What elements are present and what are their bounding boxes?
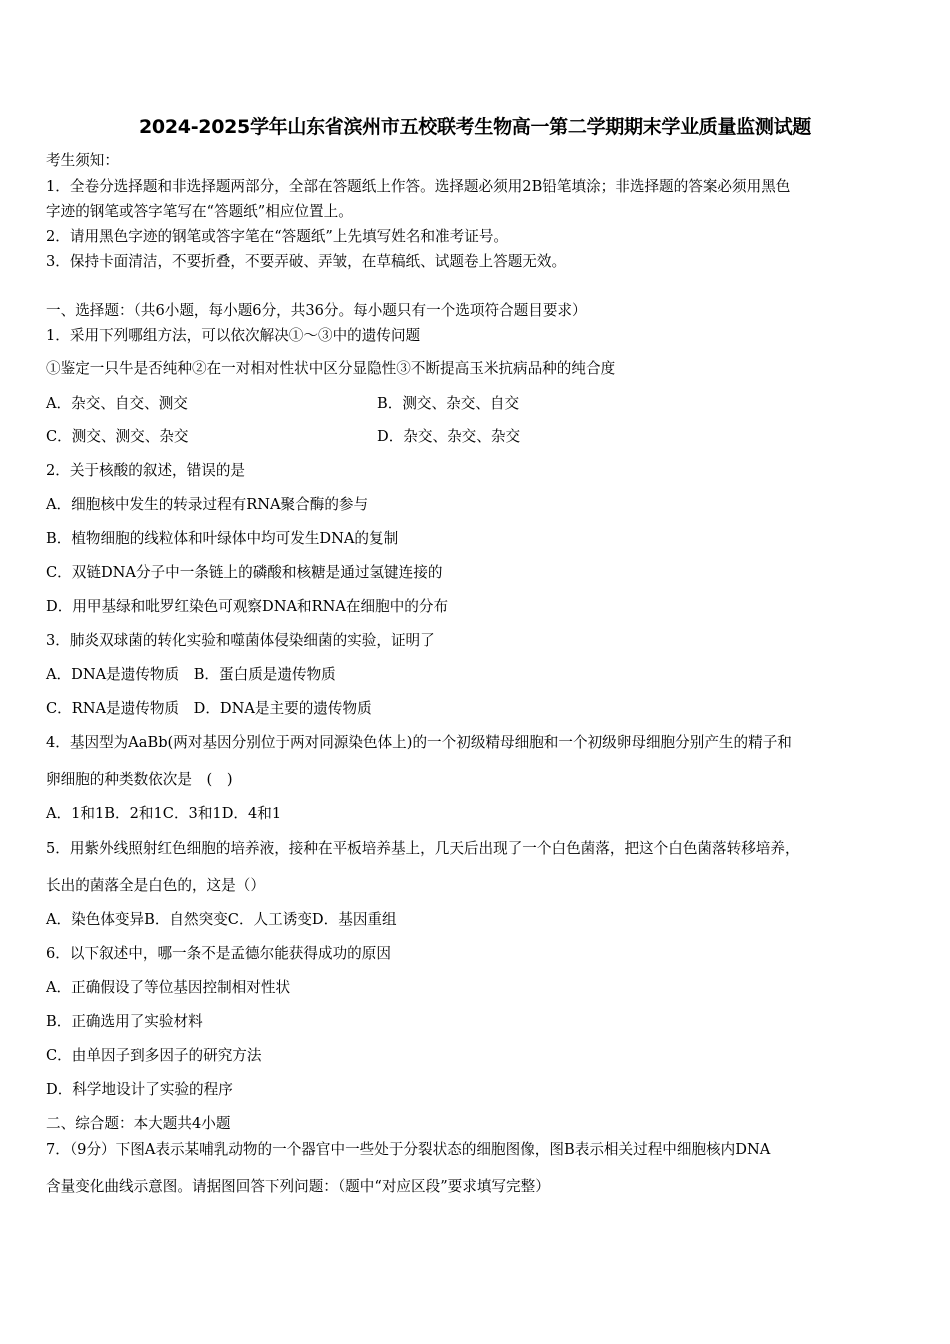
question-4-stem-cont: 卵细胞的种类数依次是 ( ) [46,771,233,788]
question-7-stem-cont: 含量变化曲线示意图。请据图回答下列问题：（题中“对应区段”要求填写完整） [46,1178,550,1195]
notice-header: 考生须知： [46,152,119,169]
question-1-subitems: ①鉴定一只牛是否纯种②在一对相对性状中区分显隐性③不断提高玉米抗病品种的纯合度 [46,360,616,377]
question-1-stem: 1．采用下列哪组方法，可以依次解决①～③中的遗传问题 [46,327,421,344]
question-4-stem: 4．基因型为AaBb(两对基因分别位于两对同源染色体上)的一个初级精母细胞和一个初级卵母细胞分别产生的精子和 [46,734,792,751]
question-3-options-cd: C．RNA是遗传物质 D．DNA是主要的遗传物质 [46,700,372,717]
notice-item: 3．保持卡面清洁，不要折叠，不要弄破、弄皱，在草稿纸、试题卷上答题无效。 [46,253,567,270]
question-1-option-d: D．杂交、杂交、杂交 [377,428,521,445]
question-5-stem: 5．用紫外线照射红色细胞的培养液，接种在平板培养基上，几天后出现了一个白色菌落，把这个白色菌落转移培养， [46,840,800,857]
question-2-option-a: A．细胞核中发生的转录过程有RNA聚合酶的参与 [46,496,369,513]
section-1-header: 一、选择题：（共6小题，每小题6分，共36分。每小题只有一个选项符合题目要求） [46,302,587,319]
notice-item: 字迹的钢笔或答字笔写在“答题纸”相应位置上。 [46,203,353,220]
question-1-option-a: A．杂交、自交、测交 [46,395,188,412]
question-3-stem: 3．肺炎双球菌的转化实验和噬菌体侵染细菌的实验，证明了 [46,632,435,649]
question-1-option-b: B．测交、杂交、自交 [377,395,520,412]
question-2-option-b: B．植物细胞的线粒体和叶绿体中均可发生DNA的复制 [46,530,399,547]
question-6-option-d: D．科学地设计了实验的程序 [46,1081,233,1098]
question-5-stem-cont: 长出的菌落全是白色的，这是（） [46,877,265,894]
question-3-options-ab: A．DNA是遗传物质 B．蛋白质是遗传物质 [46,666,336,683]
question-2-option-c: C．双链DNA分子中一条链上的磷酸和核糖是通过氢键连接的 [46,564,443,581]
question-6-option-c: C．由单因子到多因子的研究方法 [46,1047,262,1064]
question-1-option-c: C．测交、测交、杂交 [46,428,189,445]
question-6-option-a: A．正确假设了等位基因控制相对性状 [46,979,291,996]
question-5-options: A．染色体变异B．自然突变C．人工诱变D．基因重组 [46,911,397,928]
question-6-option-b: B．正确选用了实验材料 [46,1013,203,1030]
notice-item: 2．请用黑色字迹的钢笔或答字笔在“答题纸”上先填写姓名和准考证号。 [46,228,509,245]
question-6-stem: 6．以下叙述中，哪一条不是孟德尔能获得成功的原因 [46,945,391,962]
question-2-stem: 2．关于核酸的叙述，错误的是 [46,462,246,479]
notice-item: 1．全卷分选择题和非选择题两部分，全部在答题纸上作答。选择题必须用2B铅笔填涂；非选择题的答案必须用黑色 [46,178,791,195]
page-title: 2024-2025学年山东省滨州市五校联考生物高一第二学期期末学业质量监测试题 [139,116,811,138]
question-4-options: A．1和1B．2和1C．3和1D．4和1 [46,805,282,822]
question-7-stem: 7．（9分）下图A表示某哺乳动物的一个器官中一些处于分裂状态的细胞图像，图B表示相关过程中细胞核内DNA [46,1141,771,1158]
question-2-option-d: D．用甲基绿和吡罗红染色可观察DNA和RNA在细胞中的分布 [46,598,449,615]
section-2-header: 二、综合题：本大题共4小题 [46,1115,231,1132]
